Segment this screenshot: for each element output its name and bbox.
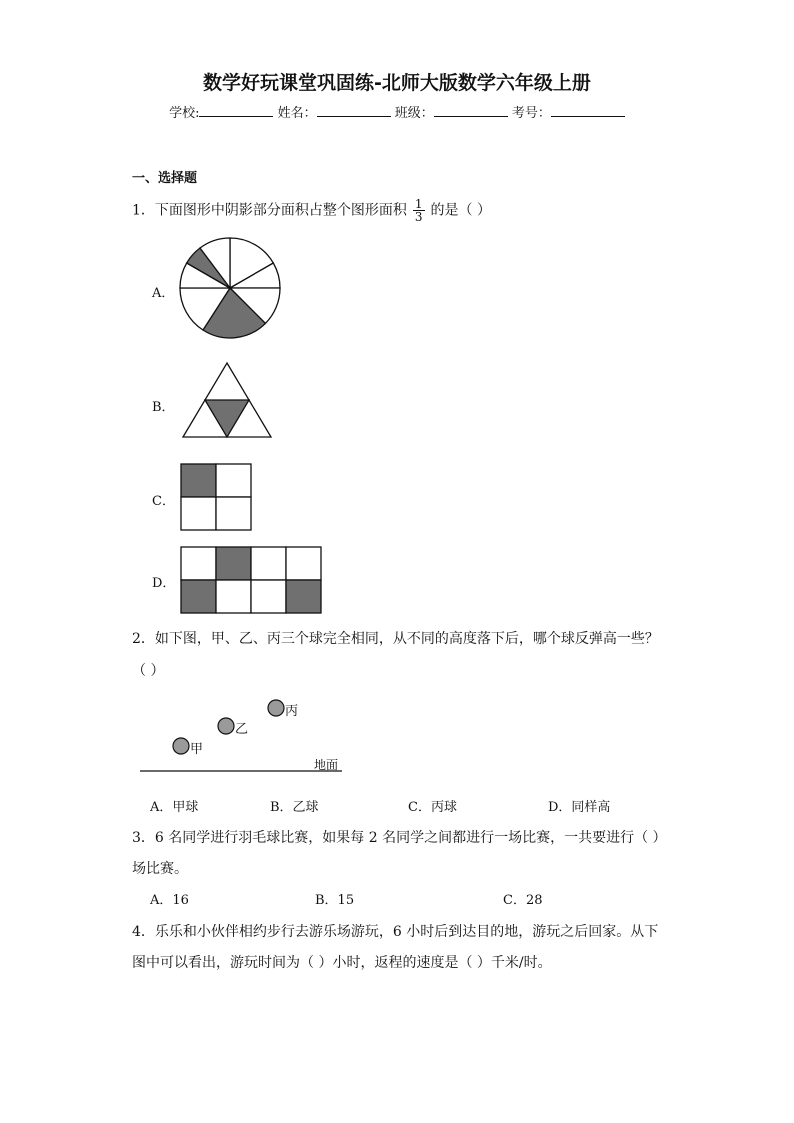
school-label: 学校: bbox=[169, 106, 200, 121]
grid-cell-shaded bbox=[286, 580, 321, 613]
q1-option-a-circle-figure bbox=[180, 238, 280, 338]
grid-cell-shaded bbox=[181, 464, 216, 497]
grid-cell bbox=[251, 547, 286, 580]
q1-option-d-grid-figure bbox=[180, 546, 322, 614]
q4-line-2: 图中可以看出，游玩时间为（ ）小时，返程的速度是（ ）千米/时。 bbox=[132, 955, 552, 971]
name-label: 姓名： bbox=[277, 106, 317, 121]
q2-line-2: （ ） bbox=[132, 663, 165, 679]
name-blank[interactable] bbox=[317, 104, 391, 117]
student-info-line bbox=[0, 102, 794, 121]
grid-cell bbox=[216, 497, 251, 530]
grid-cell bbox=[286, 547, 321, 580]
school-blank[interactable] bbox=[199, 104, 273, 117]
grid-cell bbox=[181, 497, 216, 530]
q3-option-b[interactable]: B．15 bbox=[315, 893, 355, 908]
grid-cell bbox=[181, 547, 216, 580]
q2-option-a[interactable]: A．甲球 bbox=[150, 800, 199, 815]
one-third-fraction bbox=[413, 198, 425, 223]
q1-option-d-label: D． bbox=[152, 576, 176, 591]
q2-option-c[interactable]: C．丙球 bbox=[408, 800, 457, 815]
grid-cell bbox=[251, 580, 286, 613]
exam-no-blank[interactable] bbox=[551, 104, 625, 117]
q1-option-c-grid-figure bbox=[180, 463, 252, 531]
ball-label-bing: 丙 bbox=[285, 704, 299, 719]
q1-option-a-label: A． bbox=[152, 286, 175, 301]
exam-no-label: 考号： bbox=[511, 106, 551, 121]
q2-option-b[interactable]: B．乙球 bbox=[270, 800, 319, 815]
ball-jia bbox=[173, 738, 189, 754]
q1-prefix: 1．下面图形中阴影部分面积占整个图形面积 bbox=[132, 202, 407, 219]
ball-label-yi: 乙 bbox=[235, 722, 249, 737]
fraction-denominator: 3 bbox=[414, 210, 423, 224]
grid-cell-shaded bbox=[216, 547, 251, 580]
grid-cell bbox=[216, 464, 251, 497]
q3-line-1: 3．6 名同学进行羽毛球比赛，如果每 2 名同学之间都进行一场比赛，一共要进行（ ） bbox=[132, 830, 667, 846]
q1-option-b-triangle-figure bbox=[182, 362, 272, 438]
grid-cell bbox=[216, 580, 251, 613]
ball-label-jia: 甲 bbox=[190, 742, 204, 757]
question-1 bbox=[132, 198, 491, 223]
ground-label: 地面 bbox=[314, 758, 339, 772]
q2-line-1: 2．如下图，甲、乙、丙三个球完全相同，从不同的高度落下后，哪个球反弹高一些？ bbox=[132, 631, 659, 647]
q1-suffix: 的是（ ） bbox=[430, 202, 491, 219]
q1-option-b-label: B． bbox=[152, 400, 175, 415]
q3-option-a[interactable]: A．16 bbox=[150, 893, 189, 908]
fraction-numerator: 1 bbox=[414, 197, 423, 211]
class-label: 班级： bbox=[394, 106, 434, 121]
ball-bing bbox=[268, 700, 284, 716]
q2-option-d[interactable]: D．同样高 bbox=[548, 800, 611, 815]
q3-line-2: 场比赛。 bbox=[132, 861, 188, 877]
q4-line-1: 4．乐乐和小伙伴相约步行去游乐场游玩，6 小时后到达目的地，游玩之后回家。从下 bbox=[132, 924, 659, 940]
grid-cell-shaded bbox=[181, 580, 216, 613]
page-title: 数学好玩课堂巩固练-北师大版数学六年级上册 bbox=[203, 72, 591, 94]
ball-yi bbox=[218, 718, 234, 734]
q1-option-c-label: C． bbox=[152, 494, 175, 509]
q3-option-c[interactable]: C．28 bbox=[503, 893, 543, 908]
section-title: 一、选择题 bbox=[132, 171, 198, 186]
class-blank[interactable] bbox=[434, 104, 508, 117]
